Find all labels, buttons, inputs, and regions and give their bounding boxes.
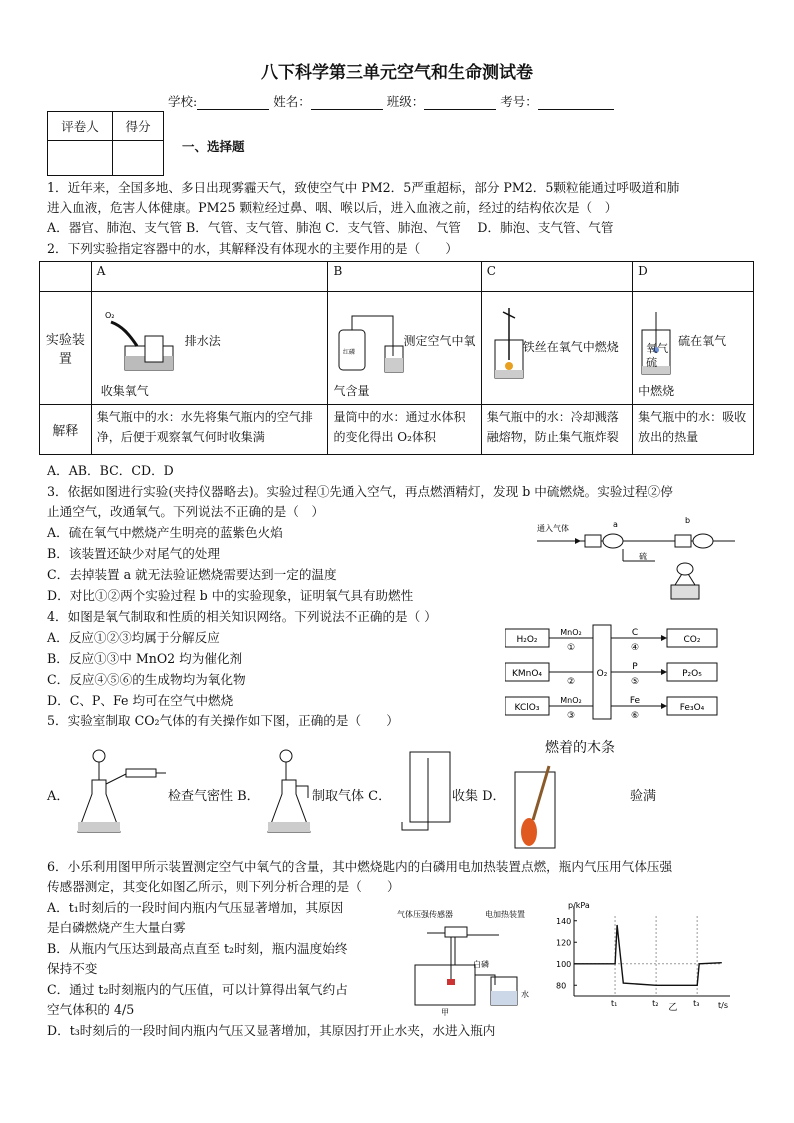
- q4-option-a: A．反应①②③均属于分解反应: [47, 630, 220, 645]
- q2-a-note: 排水法: [184, 334, 221, 348]
- sulfur-label: 硫: [639, 552, 647, 561]
- class-field[interactable]: [424, 97, 496, 110]
- y-tick-label-80: 80: [556, 981, 567, 991]
- y-axis-label: p/kPa: [568, 901, 590, 910]
- q6-option-a2: 是白磷燃烧产生大量白雾: [47, 920, 186, 935]
- red-phosphorus-label: 红磷: [343, 349, 356, 356]
- q2-row-apparatus-label: 实验装置: [40, 292, 92, 405]
- label-b: b: [685, 516, 691, 525]
- heater-label: 电加热装置: [485, 910, 525, 919]
- q4-option-b: B．反应①③中 MnO2 均为催化剂: [47, 651, 243, 666]
- q2-stem: 2．下列实验指定容器中的水，其解释没有体现水的主要作用的是（ ）: [47, 241, 459, 256]
- product-p2o5: P₂O₅: [682, 669, 702, 679]
- section-heading: 一、选择题: [182, 139, 245, 154]
- class-label: 班级：: [386, 94, 425, 109]
- q5-label-b: 检查气密性 B．: [168, 789, 260, 804]
- q6-stem-line2: 传感器测定，其变化如图乙所示，则下列分析合理的是（ ）: [47, 879, 400, 894]
- q3-apparatus-figure: [535, 515, 750, 605]
- q2-options: A．AB．BC．CD．D: [47, 463, 174, 478]
- q2-apparatus-b: [328, 292, 481, 405]
- q4-option-d: D．C、P、Fe 均可在空气中燃烧: [47, 693, 234, 708]
- q5-label-e: 验满: [630, 789, 657, 804]
- sulfur-label: 硫: [646, 356, 658, 369]
- sensor-label: 气体压强传感器: [397, 910, 453, 919]
- q2-apparatus-c: [481, 292, 632, 405]
- oxygen-center: O₂: [596, 669, 608, 679]
- student-info-line: [168, 92, 614, 110]
- arrow1-num: ①: [566, 643, 576, 653]
- arrow1-catalyst: MnO₂: [560, 628, 582, 637]
- q6-stem-line1: 6．小乐利用图甲所示装置测定空气中氧气的含量，其中燃烧匙内的白磷用电加热装置点燃，瓶内气压用气体压强: [47, 859, 673, 874]
- q2-c-note: 铁丝在氧气中燃烧: [522, 340, 619, 354]
- q2-header-d: D: [633, 262, 754, 292]
- q2-a-caption: 收集氧气: [100, 384, 149, 398]
- series-line-0: [574, 925, 722, 985]
- reactant-h2o2: H₂O₂: [516, 635, 538, 645]
- q2-explain-a: 集气瓶中的水：水先将集气瓶内的空气排净，后便于观察氧气何时收集满: [91, 405, 328, 455]
- reviewer-label: 评卷人: [48, 112, 113, 141]
- q2-explain-c: 集气瓶中的水：冷却溅落融熔物，防止集气瓶炸裂: [481, 405, 632, 455]
- q6-option-a1: A．t₁时刻后的一段时间内瓶内气压显著增加，其原因: [47, 900, 344, 915]
- school-label: 学校:: [168, 94, 198, 109]
- q2-d-caption: 中燃烧: [638, 384, 675, 398]
- q4-network-figure: [505, 623, 745, 721]
- arrow3-catalyst: MnO₂: [560, 696, 582, 705]
- q6-option-b1: B．从瓶内气压达到最高点直至 t₂时刻，瓶内温度始终: [47, 941, 348, 956]
- label-a: a: [613, 520, 618, 529]
- page-title: 八下科学第三单元空气和生命测试卷: [261, 63, 533, 83]
- q6-option-c2: 空气体积的 4/5: [47, 1002, 135, 1017]
- reactant-kmno4: KMnO₄: [511, 669, 543, 679]
- chart-caption: 乙: [668, 1003, 678, 1012]
- q2-explain-b: 量筒中的水：通过水体积的变化得出 O₂体积: [328, 405, 481, 455]
- q4-stem: 4．如图是氧气制取和性质的相关知识网络。下列说法不正确的是（ ）: [47, 609, 437, 624]
- q3-option-a: A．硫在氧气中燃烧产生明亮的蓝紫色火焰: [47, 525, 283, 540]
- arrow6-reactant: Fe: [629, 696, 641, 706]
- arrow5-reactant: P: [632, 662, 638, 672]
- q3-option-d: D．对比①②两个实验过程 b 中的实验现象，证明氧气具有助燃性: [47, 588, 414, 603]
- inlet-label: 通入气体: [537, 524, 569, 533]
- reactant-kclo3: KClO₃: [514, 703, 540, 713]
- q5-figure-a: [66, 748, 166, 836]
- x-tick-label-2: t₂: [652, 999, 659, 1008]
- arrow4-reactant: C: [631, 628, 639, 638]
- q3-option-b: B．该装置还缺少对尾气的处理: [47, 546, 220, 561]
- q5-label-a: A．: [47, 789, 70, 804]
- arrow2-num: ②: [566, 677, 576, 687]
- q2-b-caption: 气含量: [333, 384, 370, 398]
- water-label: 水: [521, 990, 529, 999]
- arrow6-num: ⑥: [630, 711, 640, 721]
- q3-stem-line1: 3．依据如图进行实验(夹持仪器略去)。实验过程①先通入空气，再点燃酒精灯，发现 b 中硫燃烧。实验过程②停: [47, 484, 673, 499]
- q5-label-c: 制取气体 C．: [312, 789, 392, 804]
- q4-option-c: C．反应④⑤⑥的生成物均为氧化物: [47, 672, 246, 687]
- q3-option-c: C．去掉装置 a 就无法验证燃烧需要达到一定的温度: [47, 567, 337, 582]
- exam-no-field[interactable]: [538, 97, 614, 110]
- q6-option-c1: C．通过 t₂时刻瓶内的气压值，可以计算得出氧气约占: [47, 982, 348, 997]
- q2-header-a: A: [91, 262, 328, 292]
- school-field[interactable]: [197, 97, 269, 110]
- q6-option-d: D．t₃时刻后的一段时间内瓶内气压又显著增加，其原因打开止水夹，水进入瓶内: [47, 1023, 496, 1038]
- pressure-chart: [540, 900, 740, 1012]
- y-tick-label-140: 140: [556, 916, 572, 926]
- q2-corner: [40, 262, 92, 292]
- q2-table: [39, 261, 754, 455]
- oxygen-label: 氧气: [646, 342, 669, 355]
- q2-apparatus-a: [91, 292, 328, 405]
- grade-box: [47, 111, 164, 176]
- q1-options: A．器官、肺泡、支气管 B．气管、支气管、肺泡 C．支气管、肺泡、气管 D．肺泡、支气管、气管: [47, 220, 614, 235]
- q2-header-c: C: [481, 262, 632, 292]
- q5-stem: 5．实验室制取 CO₂气体的有关操作如下图，正确的是（ ）: [47, 713, 399, 728]
- q6-figure-jia: [395, 905, 545, 1017]
- wood-strip-label: 燃着的木条: [545, 740, 615, 756]
- y-tick-label-100: 100: [556, 959, 572, 969]
- water-displacement-diagram: [97, 306, 187, 376]
- q3-stem-line2: 止通空气，改通氧气。下列说法不正确的是（ ）: [47, 504, 325, 519]
- name-label: 姓名：: [273, 94, 311, 109]
- score-cell[interactable]: [113, 141, 164, 176]
- arrow4-num: ④: [630, 643, 640, 653]
- q2-b-note: 测定空气中氧: [403, 334, 476, 348]
- q6-option-b2: 保持不变: [47, 961, 98, 976]
- q5-figure-d: [505, 760, 561, 852]
- name-field[interactable]: [311, 97, 383, 110]
- q2-apparatus-d: [633, 292, 754, 405]
- q5-figure-c: [398, 748, 454, 840]
- exam-no-label: 考号：: [500, 94, 538, 109]
- jia-caption: 甲: [441, 1008, 449, 1017]
- phosphorus-label: 白磷: [473, 960, 489, 969]
- q1-stem-line2: 进入血液，危害人体健康。PM25 颗粒经过鼻、咽、喉以后，进入血液之前，经过的结构依次是（ ）: [47, 200, 618, 215]
- q5-label-d: 收集 D．: [452, 789, 506, 804]
- chart-layer: [556, 901, 730, 1012]
- arrow5-num: ⑤: [630, 677, 640, 687]
- x-axis-label: t/s: [718, 1001, 728, 1010]
- oxygen-content-diagram: [333, 308, 408, 378]
- arrow3-num: ③: [566, 711, 576, 721]
- x-tick-label-1: t₁: [611, 999, 618, 1008]
- score-label: 得分: [113, 112, 164, 141]
- product-co2: CO₂: [683, 635, 701, 645]
- q2-d-note: 硫在氧气: [678, 334, 727, 348]
- q1-stem-line1: 1．近年来，全国多地、多日出现雾霾天气，致使空气中 PM2．5严重超标，部分 PM2．5颗粒能通过呼吸道和肺: [47, 180, 680, 195]
- x-tick-label-3: t₃: [693, 999, 700, 1008]
- q2-explain-d: 集气瓶中的水：吸收放出的热量: [633, 405, 754, 455]
- q2-row-explain-label: 解释: [40, 405, 92, 455]
- product-fe3o4: Fe₃O₄: [679, 703, 705, 713]
- gas-label: O₂: [104, 311, 115, 320]
- q5-figure-b: [260, 748, 320, 836]
- reviewer-cell[interactable]: [48, 141, 113, 176]
- q2-header-b: B: [328, 262, 481, 292]
- y-tick-label-120: 120: [556, 938, 572, 948]
